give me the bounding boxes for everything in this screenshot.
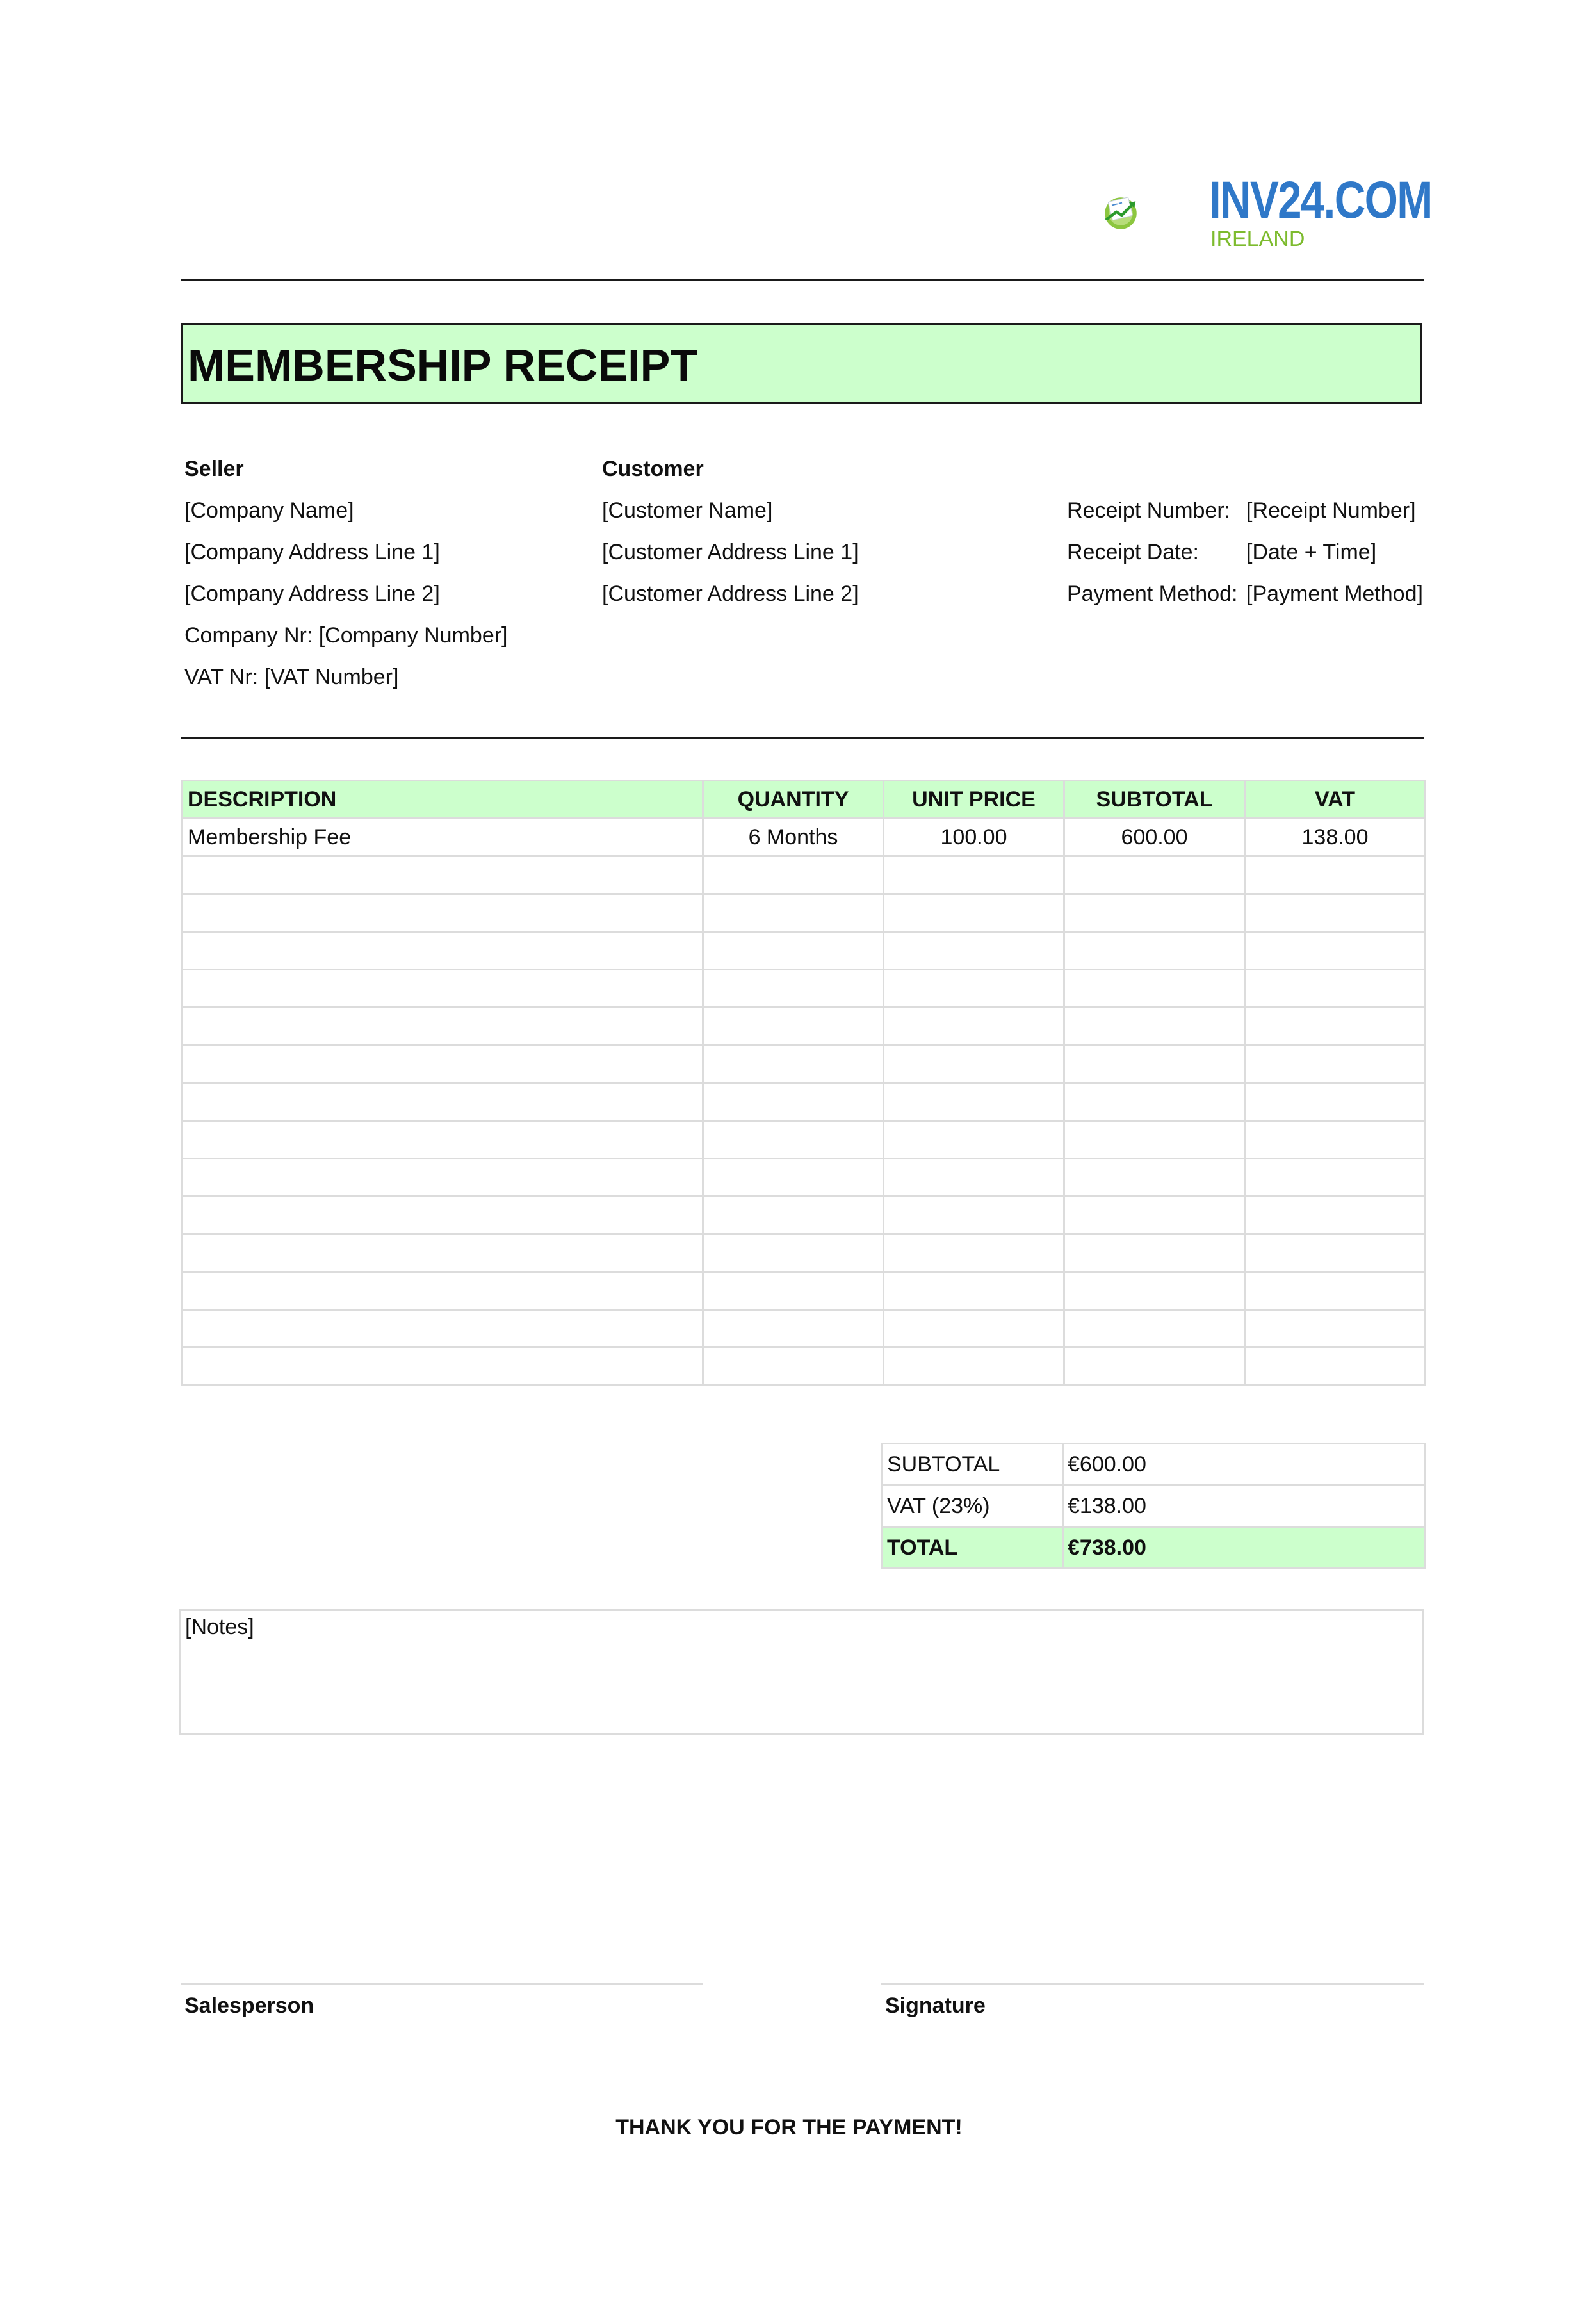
cell-description — [182, 1348, 703, 1386]
header-subtotal: SUBTOTAL — [1064, 781, 1245, 819]
cell-unit-price — [884, 1310, 1064, 1348]
cell-subtotal — [1064, 856, 1245, 894]
cell-quantity: 6 Months — [703, 819, 884, 856]
cell-quantity — [703, 1159, 884, 1197]
cell-subtotal: 600.00 — [1064, 819, 1245, 856]
cell-description — [182, 1234, 703, 1272]
items-table — [181, 780, 1426, 1386]
cell-subtotal — [1064, 932, 1245, 970]
customer-address-line-2: [Customer Address Line 2] — [602, 582, 859, 606]
customer-heading: Customer — [602, 457, 704, 481]
subtotal-label: SUBTOTAL — [883, 1444, 1063, 1485]
invoice-growth-icon — [1102, 160, 1217, 263]
cell-unit-price — [884, 1348, 1064, 1386]
cell-description — [182, 932, 703, 970]
cell-unit-price — [884, 1083, 1064, 1121]
cell-description — [182, 970, 703, 1008]
receipt-number-label: Receipt Number: — [1067, 498, 1231, 523]
cell-description — [182, 1083, 703, 1121]
cell-vat — [1245, 1121, 1426, 1159]
cell-unit-price — [884, 1121, 1064, 1159]
cell-vat: 138.00 — [1245, 819, 1426, 856]
receipt-date-label: Receipt Date: — [1067, 540, 1199, 564]
cell-quantity — [703, 932, 884, 970]
cell-subtotal — [1064, 1159, 1245, 1197]
cell-quantity — [703, 856, 884, 894]
notes-text: [Notes] — [185, 1615, 254, 1639]
cell-quantity — [703, 1348, 884, 1386]
customer-block — [602, 448, 859, 615]
table-row — [182, 1197, 1426, 1234]
header-vat: VAT — [1245, 781, 1426, 819]
salesperson-line — [181, 1983, 703, 1985]
seller-address-line-1: [Company Address Line 1] — [184, 540, 440, 564]
cell-description — [182, 1159, 703, 1197]
cell-unit-price — [884, 1159, 1064, 1197]
totals-table — [881, 1443, 1426, 1569]
cell-quantity — [703, 1008, 884, 1045]
page-title: MEMBERSHIP RECEIPT — [188, 340, 698, 390]
signature-label: Signature — [885, 1993, 986, 2018]
cell-subtotal — [1064, 970, 1245, 1008]
cell-vat — [1245, 932, 1426, 970]
cell-quantity — [703, 1197, 884, 1234]
seller-heading: Seller — [184, 457, 244, 481]
cell-quantity — [703, 1083, 884, 1121]
seller-vat-number: VAT Nr: [VAT Number] — [184, 665, 399, 689]
cell-subtotal — [1064, 1272, 1245, 1310]
cell-description: Membership Fee — [182, 819, 703, 856]
table-row — [182, 819, 1426, 856]
cell-vat — [1245, 894, 1426, 932]
table-row — [182, 932, 1426, 970]
cell-vat — [1245, 856, 1426, 894]
cell-subtotal — [1064, 1310, 1245, 1348]
cell-quantity — [703, 1121, 884, 1159]
total-label: TOTAL — [883, 1527, 1063, 1569]
items-table-header — [182, 781, 1426, 819]
section-divider — [181, 737, 1424, 739]
salesperson-label: Salesperson — [184, 1993, 314, 2018]
table-row — [182, 970, 1426, 1008]
cell-subtotal — [1064, 894, 1245, 932]
cell-unit-price — [884, 894, 1064, 932]
cell-quantity — [703, 1272, 884, 1310]
cell-vat — [1245, 1272, 1426, 1310]
cell-description — [182, 856, 703, 894]
table-row — [182, 1083, 1426, 1121]
customer-address-line-1: [Customer Address Line 1] — [602, 540, 859, 564]
receipt-number-value: [Receipt Number] — [1246, 498, 1416, 523]
subtotal-row — [883, 1444, 1426, 1485]
cell-vat — [1245, 1234, 1426, 1272]
cell-unit-price: 100.00 — [884, 819, 1064, 856]
cell-subtotal — [1064, 1008, 1245, 1045]
cell-subtotal — [1064, 1121, 1245, 1159]
table-row — [182, 856, 1426, 894]
notes-box — [179, 1609, 1424, 1735]
seller-company-name: [Company Name] — [184, 498, 354, 523]
cell-vat — [1245, 1045, 1426, 1083]
cell-subtotal — [1064, 1197, 1245, 1234]
thank-you-message: THANK YOU FOR THE PAYMENT! — [615, 2115, 963, 2140]
cell-quantity — [703, 1310, 884, 1348]
total-value: €738.00 — [1063, 1527, 1426, 1569]
title-banner — [181, 323, 1422, 404]
receipt-meta-labels — [1067, 490, 1237, 615]
payment-method-value: [Payment Method] — [1246, 582, 1423, 606]
total-row — [883, 1527, 1426, 1569]
table-row — [182, 1121, 1426, 1159]
logo-text: INV24.COM — [1209, 171, 1432, 229]
table-row — [182, 1159, 1426, 1197]
table-row — [182, 1234, 1426, 1272]
cell-vat — [1245, 970, 1426, 1008]
seller-address-line-2: [Company Address Line 2] — [184, 582, 440, 606]
cell-description — [182, 894, 703, 932]
cell-subtotal — [1064, 1045, 1245, 1083]
cell-quantity — [703, 894, 884, 932]
table-row — [182, 894, 1426, 932]
table-row — [182, 1045, 1426, 1083]
cell-unit-price — [884, 1272, 1064, 1310]
cell-vat — [1245, 1348, 1426, 1386]
header-description: DESCRIPTION — [182, 781, 703, 819]
cell-subtotal — [1064, 1234, 1245, 1272]
cell-quantity — [703, 1234, 884, 1272]
payment-method-label: Payment Method: — [1067, 582, 1238, 606]
cell-unit-price — [884, 1234, 1064, 1272]
cell-unit-price — [884, 970, 1064, 1008]
cell-quantity — [703, 970, 884, 1008]
header-unit-price: UNIT PRICE — [884, 781, 1064, 819]
cell-subtotal — [1064, 1348, 1245, 1386]
cell-description — [182, 1310, 703, 1348]
cell-vat — [1245, 1008, 1426, 1045]
seller-company-number: Company Nr: [Company Number] — [184, 623, 508, 648]
cell-unit-price — [884, 1045, 1064, 1083]
header-divider — [181, 279, 1424, 281]
subtotal-value: €600.00 — [1063, 1444, 1426, 1485]
cell-vat — [1245, 1197, 1426, 1234]
cell-description — [182, 1045, 703, 1083]
vat-row — [883, 1485, 1426, 1527]
table-row — [182, 1008, 1426, 1045]
cell-description — [182, 1121, 703, 1159]
cell-vat — [1245, 1159, 1426, 1197]
table-row — [182, 1348, 1426, 1386]
cell-subtotal — [1064, 1083, 1245, 1121]
signature-line — [881, 1983, 1424, 1985]
cell-vat — [1245, 1310, 1426, 1348]
cell-description — [182, 1197, 703, 1234]
cell-unit-price — [884, 1008, 1064, 1045]
cell-description — [182, 1272, 703, 1310]
vat-label: VAT (23%) — [883, 1485, 1063, 1527]
cell-unit-price — [884, 856, 1064, 894]
cell-quantity — [703, 1045, 884, 1083]
seller-block — [184, 448, 508, 698]
cell-unit-price — [884, 1197, 1064, 1234]
logo-subtitle: IRELAND — [1210, 227, 1305, 251]
customer-name: [Customer Name] — [602, 498, 773, 523]
table-row — [182, 1272, 1426, 1310]
receipt-meta-values — [1246, 490, 1423, 615]
header-quantity: QUANTITY — [703, 781, 884, 819]
cell-vat — [1245, 1083, 1426, 1121]
vat-value: €138.00 — [1063, 1485, 1426, 1527]
cell-unit-price — [884, 932, 1064, 970]
receipt-date-value: [Date + Time] — [1246, 540, 1377, 564]
cell-description — [182, 1008, 703, 1045]
table-row — [182, 1310, 1426, 1348]
